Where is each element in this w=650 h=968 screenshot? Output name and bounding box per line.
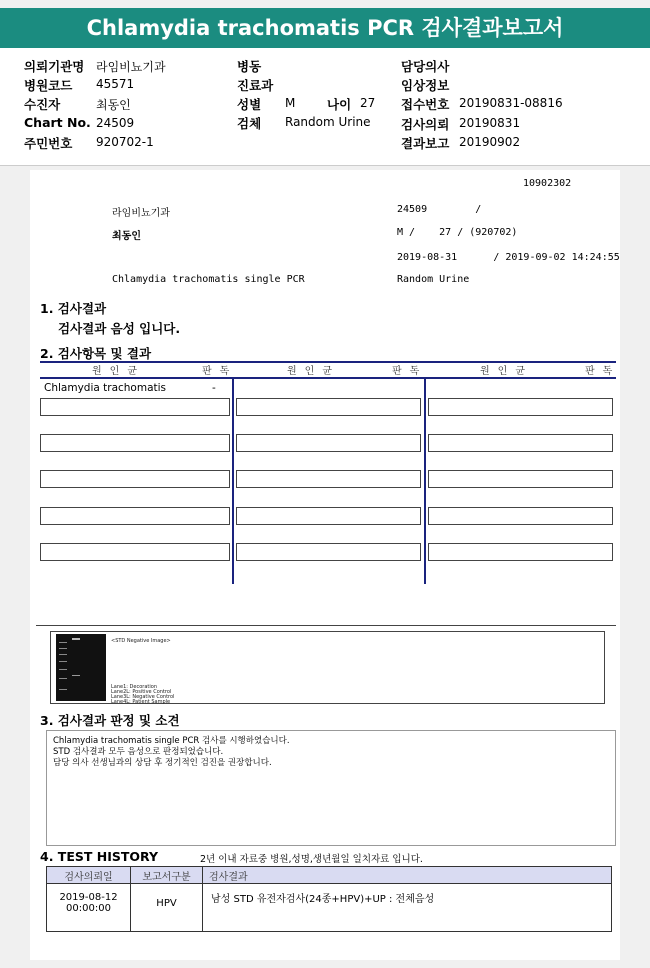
label-request-date: 검사의뢰 <box>401 117 450 132</box>
value-chart-no: 24509 <box>96 116 135 130</box>
label-specimen: 검체 <box>237 116 262 131</box>
label-age: 나이 <box>327 97 352 112</box>
result-box <box>40 507 230 525</box>
col-pathogen-3: 원인균 <box>480 366 533 377</box>
label-department: 진료과 <box>237 78 274 93</box>
history-header-date: 검사의뢰일 <box>47 867 131 884</box>
value-receipt-no: 20190831-08816 <box>459 96 563 110</box>
label-clinical-info: 임상정보 <box>401 78 450 93</box>
label-receipt-no: 접수번호 <box>401 97 450 112</box>
label-chart-no: Chart No. <box>24 115 91 130</box>
comment-line-3: 담당 의사 선생님과의 상담 후 정기적인 검진을 권장합니다. <box>53 758 272 768</box>
gel-legend-1: Lane1: Decoration <box>111 684 157 690</box>
col-pathogen-1: 원인균 <box>92 366 145 377</box>
report-chart: 24509 / <box>397 204 482 215</box>
result-box <box>236 507 421 525</box>
gel-image-caption: <STD Negative Image> <box>111 638 171 644</box>
result-box <box>40 398 230 416</box>
history-date-cell <box>47 884 131 932</box>
comment-line-2: STD 검사결과 모두 음성으로 판정되었습니다. <box>53 747 224 757</box>
result-box <box>236 398 421 416</box>
history-date: 2019-08-12 <box>59 892 118 903</box>
report-id: 10902302 <box>523 178 572 189</box>
section-1-title: 1. 검사결과 <box>40 301 107 316</box>
section-3-title: 3. 검사결과 판정 및 소견 <box>40 713 180 728</box>
value-institution: 라임비뇨기과 <box>96 60 166 74</box>
label-hospital-code: 병원코드 <box>24 78 73 93</box>
gel-image-panel <box>50 631 605 704</box>
result-box <box>40 434 230 452</box>
gel-electrophoresis-image <box>56 634 106 701</box>
label-sex: 성별 <box>237 97 262 112</box>
result-table-header-rule <box>40 377 616 379</box>
result-box <box>236 470 421 488</box>
section-1-result: 검사결과 음성 입니다. <box>58 321 181 336</box>
history-note: 2년 이내 자료중 병원,성명,생년월일 일치자료 입니다. <box>200 854 423 865</box>
result-box <box>236 543 421 561</box>
history-header-type: 보고서구분 <box>131 867 203 884</box>
label-ward: 병동 <box>237 59 262 74</box>
col-judgement-2: 판독 <box>392 366 428 377</box>
label-resident-no: 주민번호 <box>24 136 73 151</box>
col-pathogen-2: 원인균 <box>287 366 340 377</box>
value-age: 27 <box>360 96 376 110</box>
label-patient: 수진자 <box>24 97 61 112</box>
report-patient: 최동인 <box>112 231 141 242</box>
comment-box <box>46 730 616 846</box>
result-box <box>40 470 230 488</box>
value-report-date: 20190902 <box>459 135 521 149</box>
result-table-divider-1 <box>232 378 234 584</box>
value-request-date: 20190831 <box>459 116 521 130</box>
gel-legend-2: Lane2L: Positive Control <box>111 689 172 695</box>
result-box <box>236 434 421 452</box>
comment-line-1: Chlamydia trachomatis single PCR 검사를 시행하였습니다. <box>53 736 290 746</box>
history-time: 00:00:00 <box>66 903 111 914</box>
patient-info-header <box>0 48 650 166</box>
value-hospital-code: 45571 <box>96 77 135 91</box>
history-result: 남성 STD 유전자검사(24종+HPV)+UP : 전체음성 <box>203 884 612 932</box>
label-report-date: 결과보고 <box>401 136 450 151</box>
report-title: Chlamydia trachomatis PCR 검사결과보고서 <box>0 8 650 48</box>
result-box <box>428 434 613 452</box>
col-judgement-3: 판독 <box>585 366 621 377</box>
label-institution: 의뢰기관명 <box>24 59 85 74</box>
col-judgement-1: 판독 <box>202 366 238 377</box>
result-pathogen: Chlamydia trachomatis <box>44 382 167 394</box>
history-row <box>47 884 612 932</box>
result-box <box>40 543 230 561</box>
history-header-result: 검사결과 <box>203 867 612 884</box>
section-4-title: 4. TEST HISTORY <box>40 849 159 864</box>
history-table <box>46 866 612 932</box>
result-box <box>428 543 613 561</box>
gel-legend-4: Lane4L: Patient Sample <box>111 699 171 705</box>
history-type: HPV <box>131 884 203 932</box>
report-clinic: 라임비뇨기과 <box>112 208 170 219</box>
value-patient: 최동인 <box>96 98 131 112</box>
result-table-divider-2 <box>424 378 426 584</box>
result-box <box>428 398 613 416</box>
value-sex: M <box>285 96 296 110</box>
result-value: - <box>212 382 216 394</box>
report-test-name: Chlamydia trachomatis single PCR <box>112 274 305 285</box>
section-2-title: 2. 검사항목 및 결과 <box>40 346 152 361</box>
value-resident-no: 920702-1 <box>96 135 154 149</box>
report-sex-age: M / 27 / (920702) <box>397 227 518 238</box>
report-dates: 2019-08-31 / 2019-09-02 14:24:55 <box>397 252 620 263</box>
report-specimen: Random Urine <box>397 274 470 285</box>
result-box <box>428 507 613 525</box>
label-doctor: 담당의사 <box>401 59 450 74</box>
value-specimen: Random Urine <box>285 115 371 129</box>
gel-legend-3: Lane3L: Negative Control <box>111 694 175 700</box>
image-panel-rule <box>36 625 616 626</box>
result-box <box>428 470 613 488</box>
